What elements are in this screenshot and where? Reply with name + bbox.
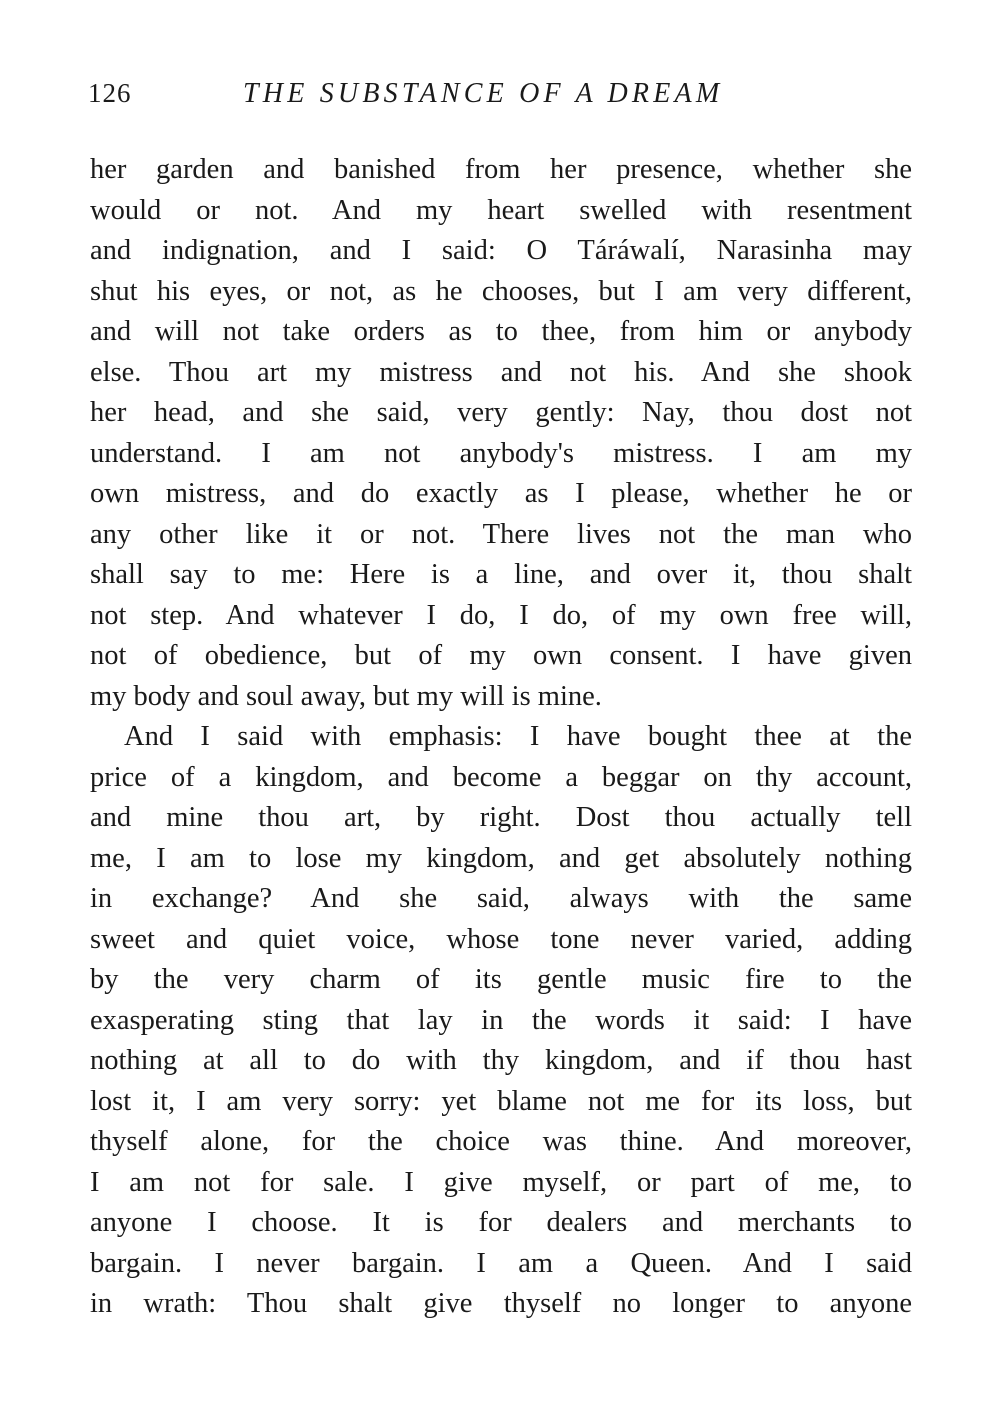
text-line: any other like it or not. There lives not the man who bbox=[90, 518, 912, 550]
page-number: 126 bbox=[88, 78, 132, 108]
body-text bbox=[90, 150, 912, 1325]
text-line: understand. I am not anybody's mistress. I am my bbox=[90, 437, 912, 469]
text-line: shall say to me: Here is a line, and over it, thou shalt bbox=[90, 559, 912, 590]
text-line: in wrath: Thou shalt give thyself no longer to anyone bbox=[90, 1288, 912, 1319]
text-line: shut his eyes, or not, as he chooses, but I am very different, bbox=[90, 275, 912, 307]
text-line: anyone I choose. It is for dealers and merchants to bbox=[90, 1207, 912, 1238]
text-line: in exchange? And she said, always with the same bbox=[90, 883, 912, 914]
text-line: not step. And whatever I do, I do, of my own free will, bbox=[90, 599, 912, 631]
text-line: bargain. I never bargain. I am a Queen. And I said bbox=[90, 1247, 912, 1279]
text-line: not of obedience, but of my own consent. I have given bbox=[90, 640, 912, 671]
text-line: her head, and she said, very gently: Nay, thou dost not bbox=[90, 397, 912, 428]
text-line: exasperating sting that lay in the words it said: I have bbox=[90, 1004, 912, 1036]
text-line: by the very charm of its gentle music fire to the bbox=[90, 964, 912, 995]
text-line: sweet and quiet voice, whose tone never varied, adding bbox=[90, 923, 912, 955]
running-head bbox=[88, 78, 888, 118]
text-line: would or not. And my heart swelled with resentment bbox=[90, 194, 912, 226]
text-line: own mistress, and do exactly as I please, whether he or bbox=[90, 478, 912, 509]
text-line: price of a kingdom, and become a beggar on thy account, bbox=[90, 761, 912, 793]
text-line: I am not for sale. I give myself, or part of me, to bbox=[90, 1166, 912, 1198]
text-line: me, I am to lose my kingdom, and get absolutely nothing bbox=[90, 842, 912, 874]
text-line: And I said with emphasis: I have bought thee at the bbox=[124, 721, 912, 752]
text-line: else. Thou art my mistress and not his. And she shook bbox=[90, 356, 912, 388]
text-line: nothing at all to do with thy kingdom, and if thou hast bbox=[90, 1045, 912, 1076]
text-line: lost it, I am very sorry: yet blame not me for its loss, but bbox=[90, 1085, 912, 1117]
text-line: thyself alone, for the choice was thine. And moreover, bbox=[90, 1126, 912, 1157]
running-title: THE SUBSTANCE OF A DREAM bbox=[243, 78, 724, 109]
text-line: and indignation, and I said: O Táráwalí, Narasinha may bbox=[90, 235, 912, 266]
text-line: her garden and banished from her presence, whether she bbox=[90, 154, 912, 185]
text-line: and will not take orders as to thee, from him or anybody bbox=[90, 316, 912, 347]
text-line: my body and soul away, but my will is mine. bbox=[90, 680, 602, 712]
text-line: and mine thou art, by right. Dost thou actually tell bbox=[90, 802, 912, 833]
